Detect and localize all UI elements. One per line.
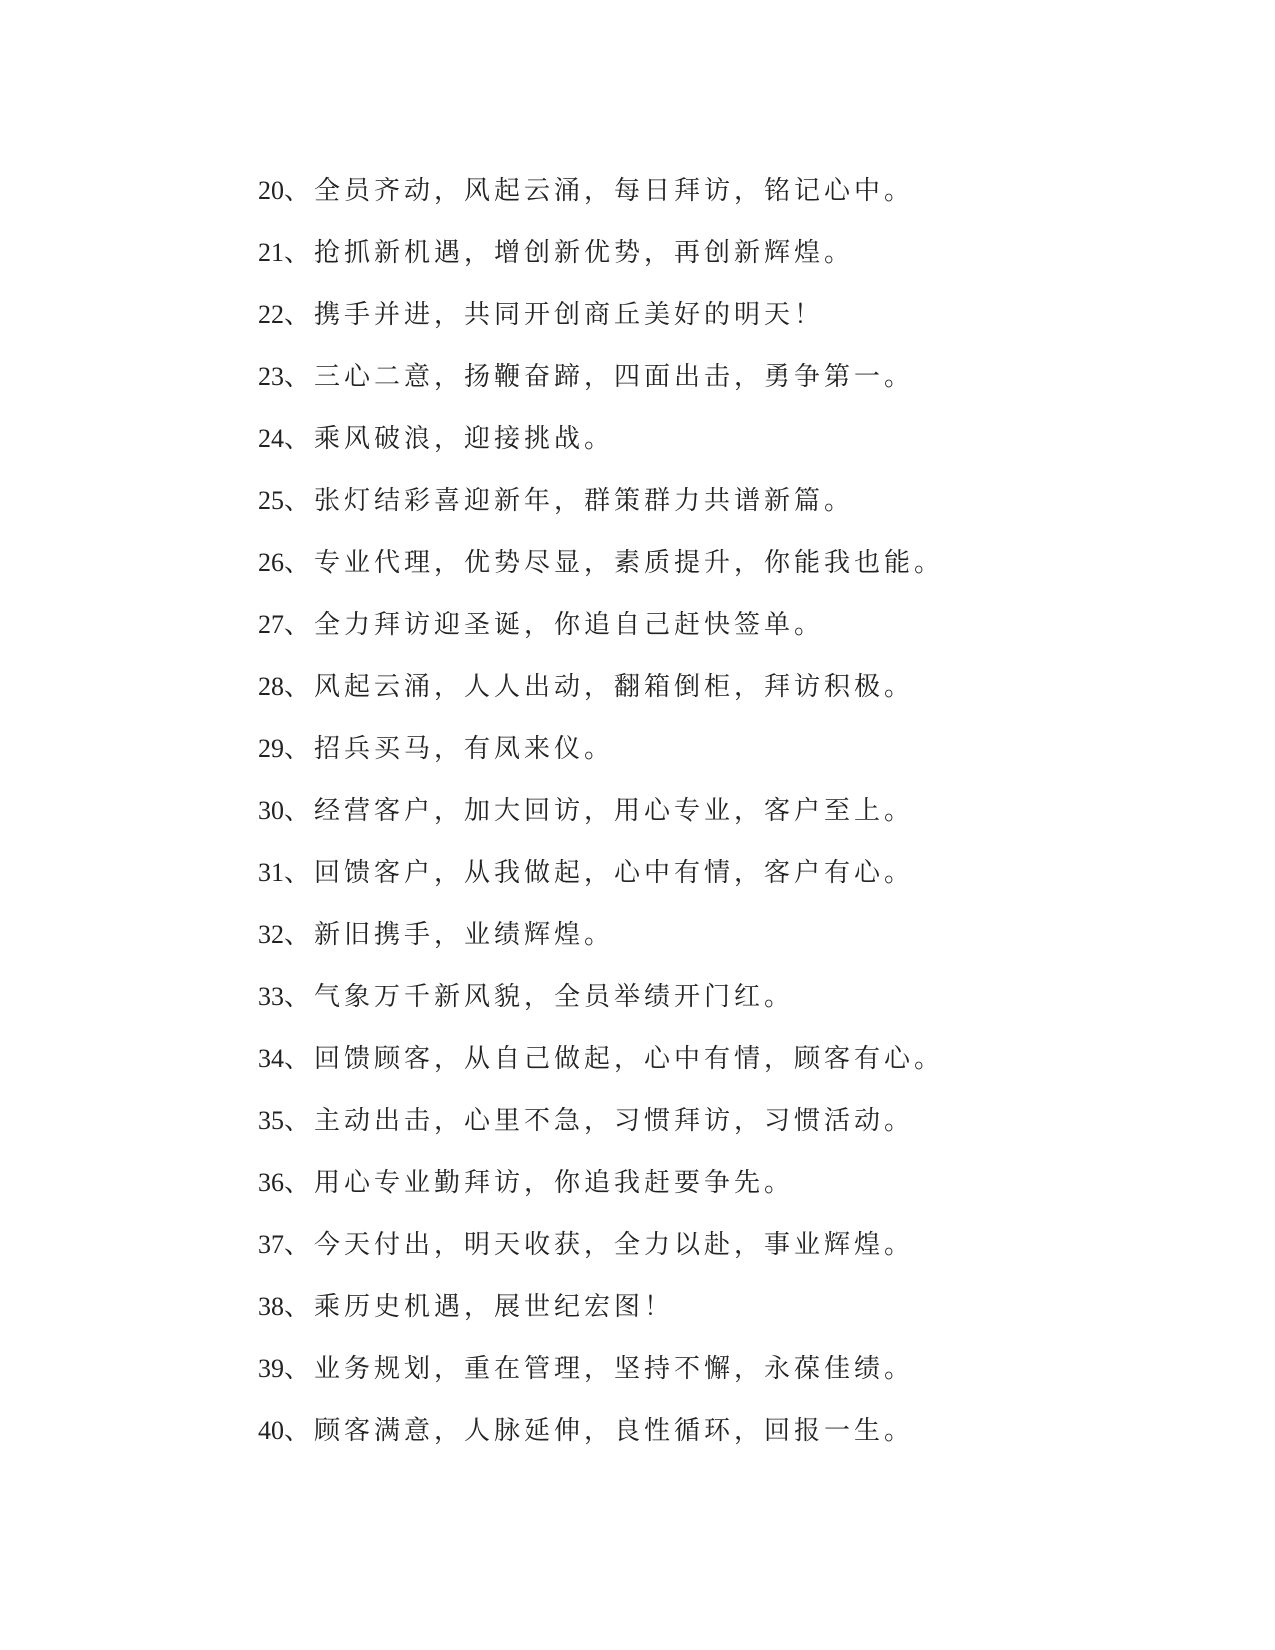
list-item	[258, 842, 1158, 904]
item-text: 招兵买马，有凤来仪。	[314, 734, 615, 764]
item-separator: 、	[284, 610, 315, 640]
item-text: 乘历史机遇，展世纪宏图！	[314, 1292, 675, 1322]
item-text: 全力拜访迎圣诞，你追自己赶快签单。	[314, 610, 825, 640]
item-separator: 、	[284, 1168, 315, 1198]
item-separator: 、	[284, 486, 315, 516]
list-item	[258, 1028, 1158, 1090]
list-item	[258, 1090, 1158, 1152]
item-number: 20	[258, 176, 284, 205]
list-item	[258, 1338, 1158, 1400]
item-number: 33	[258, 982, 284, 1011]
item-text: 主动出击，心里不急，习惯拜访，习惯活动。	[314, 1106, 915, 1136]
list-item	[258, 346, 1158, 408]
list-item	[258, 1214, 1158, 1276]
item-number: 29	[258, 734, 284, 763]
item-separator: 、	[284, 672, 315, 702]
item-separator: 、	[284, 176, 315, 206]
list-item	[258, 470, 1158, 532]
item-number: 37	[258, 1230, 284, 1259]
item-number: 25	[258, 486, 284, 515]
item-number: 34	[258, 1044, 284, 1073]
list-item	[258, 408, 1158, 470]
list-item	[258, 904, 1158, 966]
item-separator: 、	[284, 982, 315, 1012]
item-text: 业务规划，重在管理，坚持不懈，永葆佳绩。	[314, 1354, 915, 1384]
item-text: 气象万千新风貌，全员举绩开门红。	[314, 982, 795, 1012]
list-item	[258, 1276, 1158, 1338]
list-item	[258, 1152, 1158, 1214]
item-separator: 、	[284, 796, 315, 826]
item-separator: 、	[284, 424, 315, 454]
item-number: 38	[258, 1292, 284, 1321]
item-text: 回馈客户，从我做起，心中有情，客户有心。	[314, 858, 915, 888]
item-separator: 、	[284, 238, 315, 268]
item-number: 30	[258, 796, 284, 825]
item-text: 携手并进，共同开创商丘美好的明天！	[314, 300, 825, 330]
item-number: 31	[258, 858, 284, 887]
list-item	[258, 966, 1158, 1028]
item-separator: 、	[284, 362, 315, 392]
item-text: 今天付出，明天收获，全力以赴，事业辉煌。	[314, 1230, 915, 1260]
item-separator: 、	[284, 300, 315, 330]
item-separator: 、	[284, 858, 315, 888]
item-separator: 、	[284, 1416, 315, 1446]
item-separator: 、	[284, 1044, 315, 1074]
item-number: 24	[258, 424, 284, 453]
item-text: 用心专业勤拜访，你追我赶要争先。	[314, 1168, 795, 1198]
item-separator: 、	[284, 1230, 315, 1260]
item-number: 35	[258, 1106, 284, 1135]
item-text: 专业代理，优势尽显，素质提升，你能我也能。	[314, 548, 945, 578]
item-separator: 、	[284, 1354, 315, 1384]
list-item	[258, 532, 1158, 594]
item-text: 风起云涌，人人出动，翻箱倒柜，拜访积极。	[314, 672, 915, 702]
item-separator: 、	[284, 920, 315, 950]
list-item	[258, 718, 1158, 780]
item-separator: 、	[284, 734, 315, 764]
item-separator: 、	[284, 548, 315, 578]
item-text: 回馈顾客，从自己做起，心中有情，顾客有心。	[314, 1044, 945, 1074]
item-text: 乘风破浪，迎接挑战。	[314, 424, 615, 454]
list-item	[258, 656, 1158, 718]
list-item	[258, 160, 1158, 222]
item-number: 28	[258, 672, 284, 701]
item-text: 抢抓新机遇，增创新优势，再创新辉煌。	[314, 238, 855, 268]
list-item	[258, 594, 1158, 656]
list-item	[258, 780, 1158, 842]
item-separator: 、	[284, 1106, 315, 1136]
item-number: 21	[258, 238, 284, 267]
item-text: 经营客户，加大回访，用心专业，客户至上。	[314, 796, 915, 826]
item-number: 40	[258, 1416, 284, 1445]
item-text: 三心二意，扬鞭奋蹄，四面出击，勇争第一。	[314, 362, 915, 392]
item-text: 新旧携手，业绩辉煌。	[314, 920, 615, 950]
item-number: 32	[258, 920, 284, 949]
list-item	[258, 284, 1158, 346]
item-text: 张灯结彩喜迎新年，群策群力共谱新篇。	[314, 486, 855, 516]
item-number: 39	[258, 1354, 284, 1383]
item-number: 26	[258, 548, 284, 577]
item-separator: 、	[284, 1292, 315, 1322]
item-number: 23	[258, 362, 284, 391]
item-number: 27	[258, 610, 284, 639]
item-text: 全员齐动，风起云涌，每日拜访，铭记心中。	[314, 176, 915, 206]
slogan-list	[258, 160, 1158, 1462]
item-number: 36	[258, 1168, 284, 1197]
list-item	[258, 222, 1158, 284]
list-item	[258, 1400, 1158, 1462]
item-text: 顾客满意，人脉延伸，良性循环，回报一生。	[314, 1416, 915, 1446]
item-number: 22	[258, 300, 284, 329]
